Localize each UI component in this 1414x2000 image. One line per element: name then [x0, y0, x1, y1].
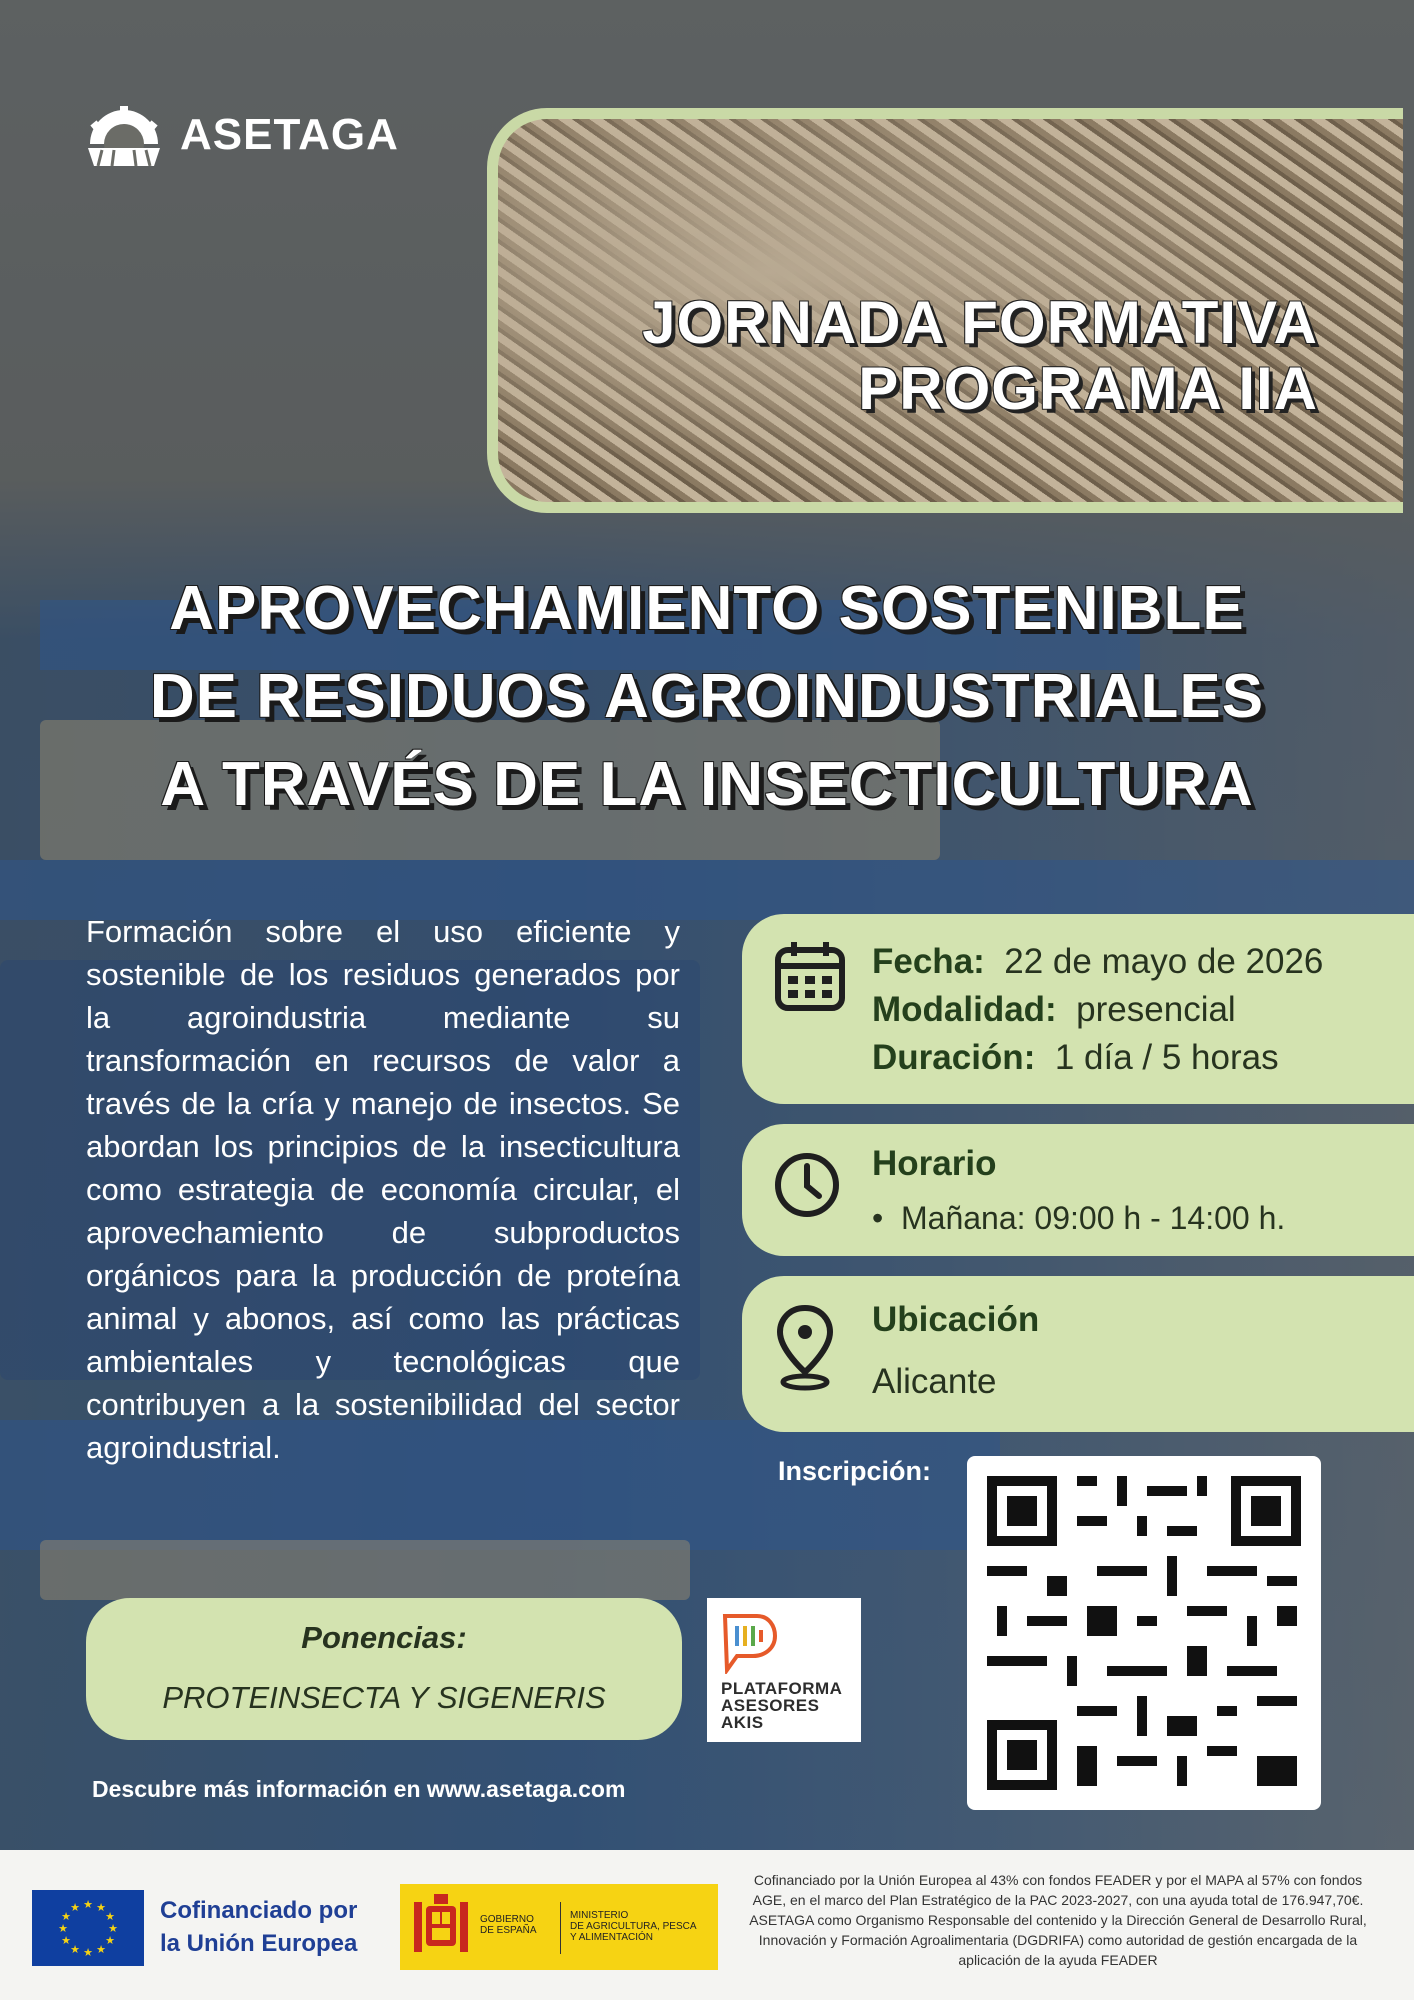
course-description: Formación sobre el uso eficiente y sostenible de los residuos generados por la agroindustria mediante su transformación en recursos de valor a través de la cría y manejo de insectos. Se abordan los principios de la insecticultura como estrategia de economía circular, el aprovechamiento de subproductos orgánicos para la producción de proteína animal y abonos, así como las prácticas ambientales y tecnológicas que contribuyen a la sostenibilidad del sector agroindustrial. — [86, 914, 680, 1465]
location-title: Ubicación — [872, 1300, 1040, 1339]
schedule-morning: Mañana: 09:00 h - 14:00 h. — [900, 1200, 1286, 1236]
svg-text:★: ★ — [83, 1946, 93, 1959]
spain-government-logo — [400, 1884, 718, 1970]
ministry-text — [570, 1910, 697, 1943]
eu-cofinance-text — [160, 1894, 357, 1960]
duration-row — [872, 1034, 1279, 1082]
schedule-item — [872, 1194, 1285, 1242]
registration-qr-code[interactable] — [967, 1456, 1321, 1810]
main-title-line-2: DE RESIDUOS AGROINDUSTRIALES — [149, 662, 1265, 731]
akis-platform-logo — [707, 1598, 861, 1742]
hero-title-line-1: JORNADA FORMATIVA — [642, 289, 1318, 356]
svg-text:★: ★ — [105, 1934, 115, 1947]
divider — [560, 1902, 561, 1954]
date-info-card — [742, 914, 1414, 1104]
hero-title-line-2: PROGRAMA IIA — [858, 355, 1318, 422]
tractor-wheel-icon — [84, 104, 164, 166]
schedule-title: Horario — [872, 1144, 997, 1183]
akis-line-3: AKIS — [721, 1713, 764, 1732]
location-value: Alicante — [872, 1362, 997, 1401]
duration-label: Duración: — [872, 1038, 1036, 1077]
location-info-card — [742, 1276, 1414, 1432]
modality-label: Modalidad: — [872, 990, 1057, 1029]
ministry-line-1: MINISTERIO — [570, 1910, 629, 1921]
akis-logo-icon — [721, 1612, 777, 1674]
date-value: 22 de mayo de 2026 — [1004, 942, 1324, 981]
ministry-line-2: DE AGRICULTURA, PESCA — [570, 1921, 697, 1932]
akis-text — [721, 1680, 842, 1731]
gobierno-line-2: DE ESPAÑA — [480, 1925, 537, 1936]
gobierno-text — [480, 1914, 537, 1936]
akis-line-2: ASESORES — [721, 1696, 820, 1715]
location-pin-icon — [772, 1302, 838, 1392]
svg-text:★: ★ — [58, 1922, 68, 1935]
hero-title — [642, 290, 1318, 422]
legal-disclaimer: Cofinanciado por la Unión Europea al 43% con fondos FEADER y por el MAPA al 57% con fondos AGE, en el marco del Plan Estratégico de la PAC 2023-2027, con una ayuda total de 176.947,70€. ASETAGA como Organismo Responsable del contenido y la Dirección General de Desarrollo Rural, Innovación y Formación Agroalimentaria (DGDRIFA) como autoridad de gestión encargada de la aplicación de la ayuda FEADER — [749, 1872, 1367, 1968]
date-row — [872, 938, 1323, 986]
speakers-title: Ponencias: — [301, 1620, 467, 1655]
main-title — [0, 565, 1414, 829]
more-info-link[interactable]: Descubre más información en www.asetaga.com — [92, 1776, 626, 1802]
date-label: Fecha: — [872, 942, 985, 981]
duration-value: 1 día / 5 horas — [1054, 1038, 1279, 1077]
footer — [0, 1850, 1414, 2000]
asetaga-logo — [84, 104, 399, 166]
svg-text:★: ★ — [105, 1910, 115, 1923]
bullet-icon: • — [872, 1200, 901, 1236]
ministry-line-3: Y ALIMENTACIÓN — [570, 1932, 653, 1943]
speakers-box — [86, 1598, 682, 1740]
calendar-icon — [772, 938, 848, 1014]
svg-text:★: ★ — [96, 1901, 106, 1914]
svg-text:★: ★ — [108, 1922, 118, 1935]
svg-text:★: ★ — [61, 1934, 71, 1947]
eu-text-line-1: Cofinanciado por — [160, 1897, 358, 1924]
clock-icon — [772, 1150, 842, 1220]
svg-text:★: ★ — [70, 1901, 80, 1914]
logo-text: ASETAGA — [180, 110, 399, 159]
svg-text:★: ★ — [96, 1943, 106, 1956]
main-title-line-1: APROVECHAMIENTO SOSTENIBLE — [169, 574, 1245, 643]
svg-text:★: ★ — [83, 1898, 93, 1911]
modality-row — [872, 986, 1236, 1034]
eu-text-line-2: la Unión Europea — [160, 1930, 358, 1957]
speakers-names: PROTEINSECTA Y SIGENERIS — [162, 1680, 606, 1715]
eu-stars-icon — [32, 1890, 144, 1966]
spain-coat-of-arms-icon — [410, 1892, 472, 1962]
eu-flag-icon — [32, 1890, 144, 1966]
modality-value: presencial — [1076, 990, 1236, 1029]
registration-label: Inscripción: — [778, 1456, 932, 1486]
akis-line-1: PLATAFORMA — [721, 1679, 843, 1698]
schedule-info-card — [742, 1124, 1414, 1256]
svg-text:★: ★ — [61, 1910, 71, 1923]
gobierno-line-1: GOBIERNO — [480, 1914, 534, 1925]
main-title-line-3: A TRAVÉS DE LA INSECTICULTURA — [160, 750, 1254, 819]
qr-code-icon — [967, 1456, 1321, 1810]
svg-text:★: ★ — [70, 1943, 80, 1956]
